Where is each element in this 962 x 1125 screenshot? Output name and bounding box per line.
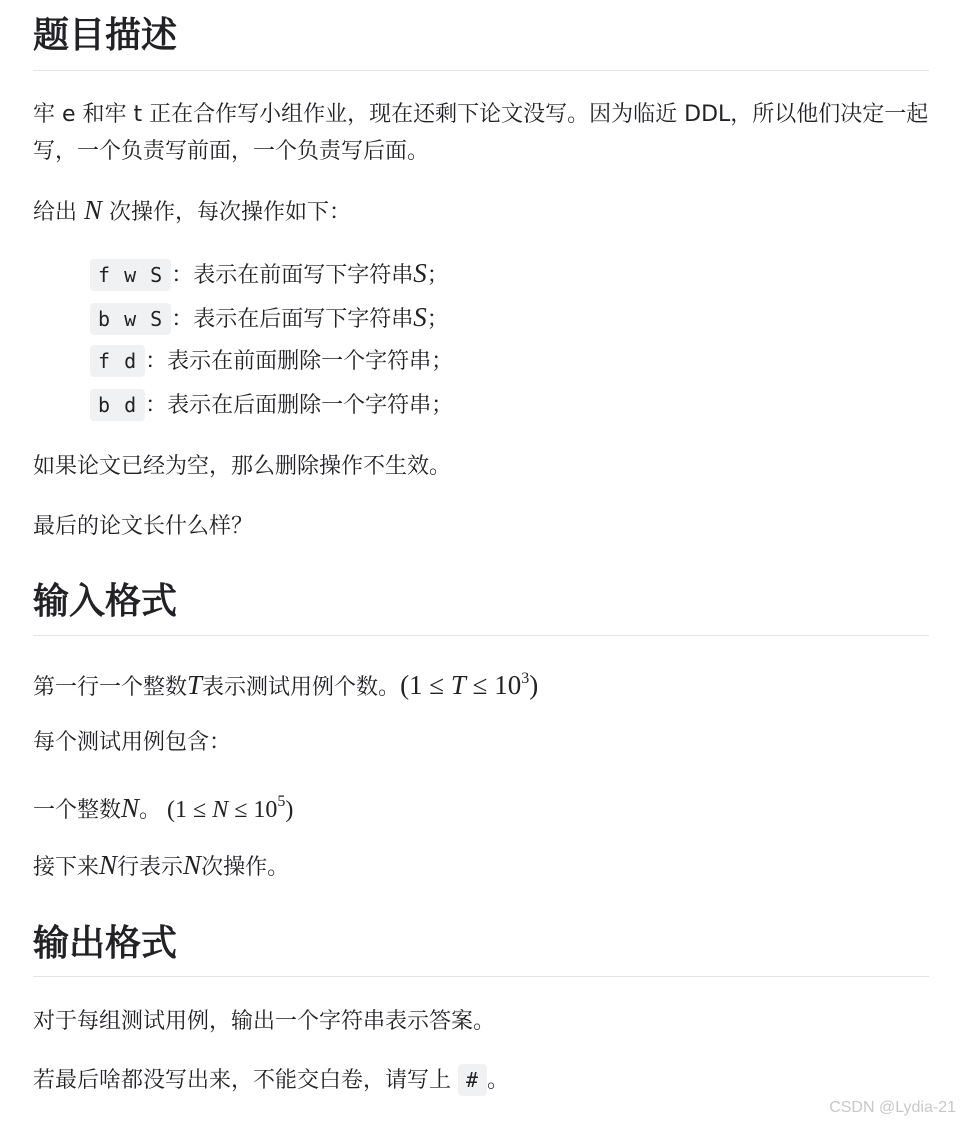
operation-item	[90, 295, 910, 339]
operation-item	[90, 339, 910, 383]
empty-note: 如果论文已经为空，那么删除操作不生效。	[33, 454, 452, 479]
operation-desc: ：表示在后面写下字符串	[171, 307, 414, 332]
description-intro: 牢 e 和牢 t 正在合作写小组作业，现在还剩下论文没写。因为临近 DDL，所以他们决定一起写，一个负责写前面，一个负责写后面。	[33, 102, 929, 164]
description-heading: 题目描述	[33, 15, 178, 56]
operation-code: b d	[90, 389, 145, 421]
operation-tail: ；	[426, 307, 449, 332]
input-line-3-after: 。	[139, 798, 162, 823]
operation-desc: ：表示在后面删除一个字符串；	[145, 393, 454, 418]
output-heading: 输出格式	[33, 923, 178, 964]
input-line-4	[33, 847, 929, 886]
section-heading-description	[33, 14, 929, 71]
operation-tail: ；	[426, 263, 449, 288]
operation-code: f d	[90, 345, 145, 377]
question: 最后的论文长什么样？	[33, 514, 254, 539]
section-heading-output	[33, 922, 929, 977]
output-line-2	[33, 1062, 929, 1099]
input-line-2: 每个测试用例包含：	[33, 730, 232, 755]
math-constraint-t: $(1 \le T \le 10^3)$	[400, 670, 539, 700]
operation-desc: ：表示在前面写下字符串	[171, 263, 414, 288]
input-line-4-mid: 行表示	[117, 855, 184, 880]
csdn-watermark: CSDN @Lydia-21	[829, 1099, 956, 1116]
section-heading-input	[33, 580, 929, 636]
output-line-2-post: 。	[487, 1068, 510, 1093]
operations-lead	[33, 192, 929, 231]
math-var-n: N	[99, 850, 118, 880]
operation-item	[90, 251, 910, 295]
operations-list	[90, 251, 910, 427]
input-line-4-post: 次操作。	[201, 855, 290, 880]
math-var-n: N	[84, 195, 103, 225]
input-line-1	[33, 660, 929, 706]
math-var-n: N	[183, 850, 202, 880]
input-line-4-pre: 接下来	[33, 855, 100, 880]
input-line-3	[33, 783, 929, 829]
input-heading: 输入格式	[33, 581, 178, 622]
math-var-s: S	[413, 258, 427, 288]
operations-lead-before: 给出	[33, 200, 84, 225]
output-line-2-pre: 若最后啥都没写出来，不能交白卷，请写上	[33, 1068, 458, 1093]
output-line-1: 对于每组测试用例，输出一个字符串表示答案。	[33, 1009, 496, 1034]
hash-code: #	[458, 1064, 487, 1096]
input-line-1-text: 第一行一个整数	[33, 675, 188, 700]
math-constraint-n: $(1 \le N \le 10^5)$	[167, 793, 294, 823]
operation-desc: ：表示在前面删除一个字符串；	[145, 349, 454, 374]
math-var-s: S	[413, 302, 427, 332]
operation-item	[90, 383, 910, 427]
input-line-3-text: 一个整数	[33, 798, 122, 823]
operation-code: f w S	[90, 259, 171, 291]
math-var-t: T	[187, 670, 203, 700]
operation-code: b w S	[90, 303, 171, 335]
math-var-n: N	[121, 793, 140, 823]
input-line-1-after: 表示测试用例个数。	[202, 675, 401, 700]
operations-lead-after: 次操作，每次操作如下：	[102, 200, 352, 225]
